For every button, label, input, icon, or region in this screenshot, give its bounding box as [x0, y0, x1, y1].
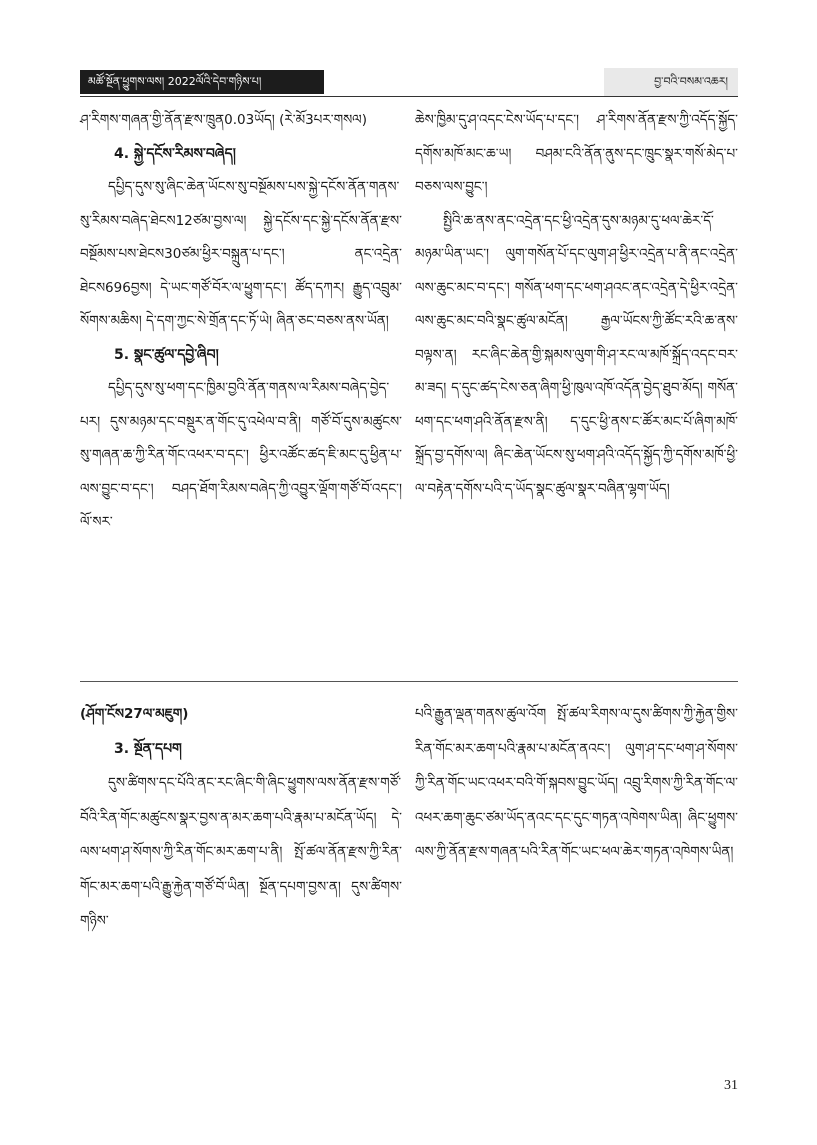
paragraph: སྤྱིའི་ཆ་ནས་ནང་འདྲེན་དང་ཕྱི་འདྲེན་དུས་མཉམ་དུ་ཕལ་ཆེར་དོ་མཉམ་ཡིན་ཡང་། ལུག་གསོན་པོ་དང་ལུག་ཤ་ཕྱིར་འདྲེན་པ་ནི་ནང་འདྲེན་ལས་ཆུང་མང་བ་དང་། གསོན་ཕག་དང་ཕག་ཤའང་ནང་འདྲེན་དེ་ཕྱིར་འདྲེན་ལས་ཆུང་མང་བའི་སྣང་ཚུལ་མངོན། རྒྱལ་ཡོངས་ཀྱི་ཚོང་རའི་ཆ་ནས་བལྟས་ན། རང་ཞིང་ཆེན་གྱི་སྐམས་ལུག་གི་ཤ་རང་ལ་མཁོ་སྐྲོད་འདང་བར་མ་ཟད། ད་དུང་ཚད་ངེས་ཅན་ཞིག་ཕྱི་ཁུལ་འཁོ་འདོན་བྱེད་ཐུབ་མོད། གསོན་ཕག་དང་ཕག་ཤའི་ནོན་རྫས་ནི། ད་དུང་ཕྱི་ནས་ང་ཚོར་མང་པོ་ཞིག་མཁོ་སྐྲོད་བྱ་དགོས་ལ། ཞིང་ཆེན་ཡོངས་སུ་ཕག་ཤའི་འདོད་སྐྱོད་ཀྱི་དགོས་མཁོ་ཕྱི་ལ་བརྟེན་དགོས་པའི་ད་ཡོད་སྣང་ཚུལ་སྣར་བཞིན་ལྷག་ཡོད། [415, 212, 738, 497]
bottom-right-column [415, 697, 738, 870]
continuation-note: (ཤོག་ངོས27ལ་མཇུག) [80, 706, 189, 722]
paragraph: པའི་རྒྱུན་ལྡན་གནས་ཚུལ་འོག སྤོ་ཚལ་རིགས་ལ་དུས་ཚིགས་ཀྱི་རྐྱེན་གྱིས་རིན་གོང་མར་ཆག་པའི་རྣམ་པ་མངོན་ནའང་། ལུག་ཤ་དང་ཕག་ཤ་སོགས་ཀྱི་རིན་གོང་ཡང་འཕར་བའི་གོ་སྐབས་བྱུང་ཡོད། འབྲུ་རིགས་ཀྱི་རིན་གོང་ལ་འཕར་ཆག་ཆུང་ཙམ་ཡོད་ནའང་དང་དུང་གཏན་འཁེགས་ཡིན། ཞིང་ཕྱུགས་ལས་ཀྱི་ནོན་རྫས་གཞན་པའི་རིན་གོང་ཡང་ཕལ་ཆེར་གཏན་འཁེགས་ཡིན། [415, 706, 738, 860]
paragraph: ཤ་རིགས་གཞན་གྱི་ནོན་རྫས་ཁྲུན0.03ཡོད། (རེ་མོ3པར་གསལ) [80, 112, 367, 128]
article-divider [80, 681, 738, 682]
section-heading: 5. སྣང་ཚུལ་དབྱེ་ཞིབ། [114, 346, 219, 363]
page-number: 31 [724, 1078, 738, 1093]
paragraph: དུས་ཚིགས་དང་པོའི་ནང་རང་ཞིང་གི་ཞིང་ཕྱུགས་ལས་ནོན་རྫས་གཙོ་བོའི་རིན་གོང་མཚུངས་སྣར་བྱས་ན་མར་ཆག་པའི་རྣམ་པ་མངོན་ཡོད། དེ་ལས་ཕག་ཤ་སོགས་ཀྱི་རིན་གོང་མར་ཆག་པ་ནི། སྤོ་ཚལ་ནོན་རྫས་ཀྱི་རིན་གོང་མར་ཆག་པའི་རྒྱུ་རྐྱེན་གཙོ་བོ་ཡིན། སྔོན་དཔག་བྱས་ན། དུས་ཚིགས་གཉིས་ [80, 775, 402, 929]
journal-title-banner: མཚོ་སྔོན་ཕྱུགས་ལས། 2022ལོའི་དེབ་གཉིས་པ། [80, 70, 324, 94]
paragraph: ཆེས་ཁྱིམ་དུ་ཤ་འདང་ངེས་ཡོད་པ་དང་། ཤ་རིགས་ནོན་རྫས་ཀྱི་འདོད་སྐྱོད་དགོས་མཁོ་མང་ཆ་ཡ། བཤམ་ངའི་ནོན་ནུས་དང་ཁྲུང་སྣར་གསོ་མེད་པ་བཅས་ལས་བྱུང་། [415, 112, 738, 195]
bottom-left-column [80, 697, 402, 939]
section-heading: 4. སྐྱེ་དངོས་རིམས་བཞེད། [114, 145, 236, 162]
paragraph: དཔྱིད་དུས་སུ་ཞིང་ཆེན་ཡོངས་སུ་བསྔོམས་པས་སྐྱེ་དངོས་ནོན་གནས་སུ་རིམས་བཞེད་ཐེངས12ཙམ་བྱས་ལ། སྐྱེ་དངོས་དང་སྐྱེ་དངོས་ནོན་རྫས་བསྔོམས་པས་ཐེངས30ཙམ་ཕྱིར་བསྐྲུན་པ་དང་། ནང་འདྲེན་ཐེངས696བྱས། དེ་ཡང་གཙོ་བོར་ལ་ཕྱུག་དང་། ཚོད་དཀར། རྒྱུད་འབྲུམ་སོགས་མཆིས། དེ་དག་ཀྱང་སེ་གྲོན་དང་ཏོ་ཡེ། ཞིན་ཅང་བཅས་ནས་ཡོན། [80, 179, 402, 329]
header-divider [80, 96, 738, 97]
top-right-column [415, 104, 738, 506]
section-title-tab: བྱ་བའི་བསམ་འཆར། [604, 68, 738, 96]
top-left-column [80, 104, 402, 540]
paragraph: དཔྱིད་དུས་སུ་ཕག་དང་ཁྱིམ་བྱའི་ནོན་གནས་ལ་རིམས་བཞེད་བྱེད་པར། དུས་མཉམ་དང་བསྡུར་ན་གོང་དུ་འཕེལ་བ་ནི། གཙོ་བོ་དུས་མཚུངས་སུ་གཞན་ཆ་ཀྱི་རིན་གོང་འཕར་བ་དང་། ཕྱིར་འཚོང་ཚད་ཇི་མང་དུ་ཕྱིན་པ་ལས་བྱུང་བ་དང་། བཤད་ཐོག་རིམས་བཞེད་ཀྱི་འབྱུར་ལྡོག་གཙོ་བོ་འདང་། ལོ་སར་ [80, 380, 402, 530]
section-heading: 3. སྔོན་དཔག [114, 740, 182, 757]
